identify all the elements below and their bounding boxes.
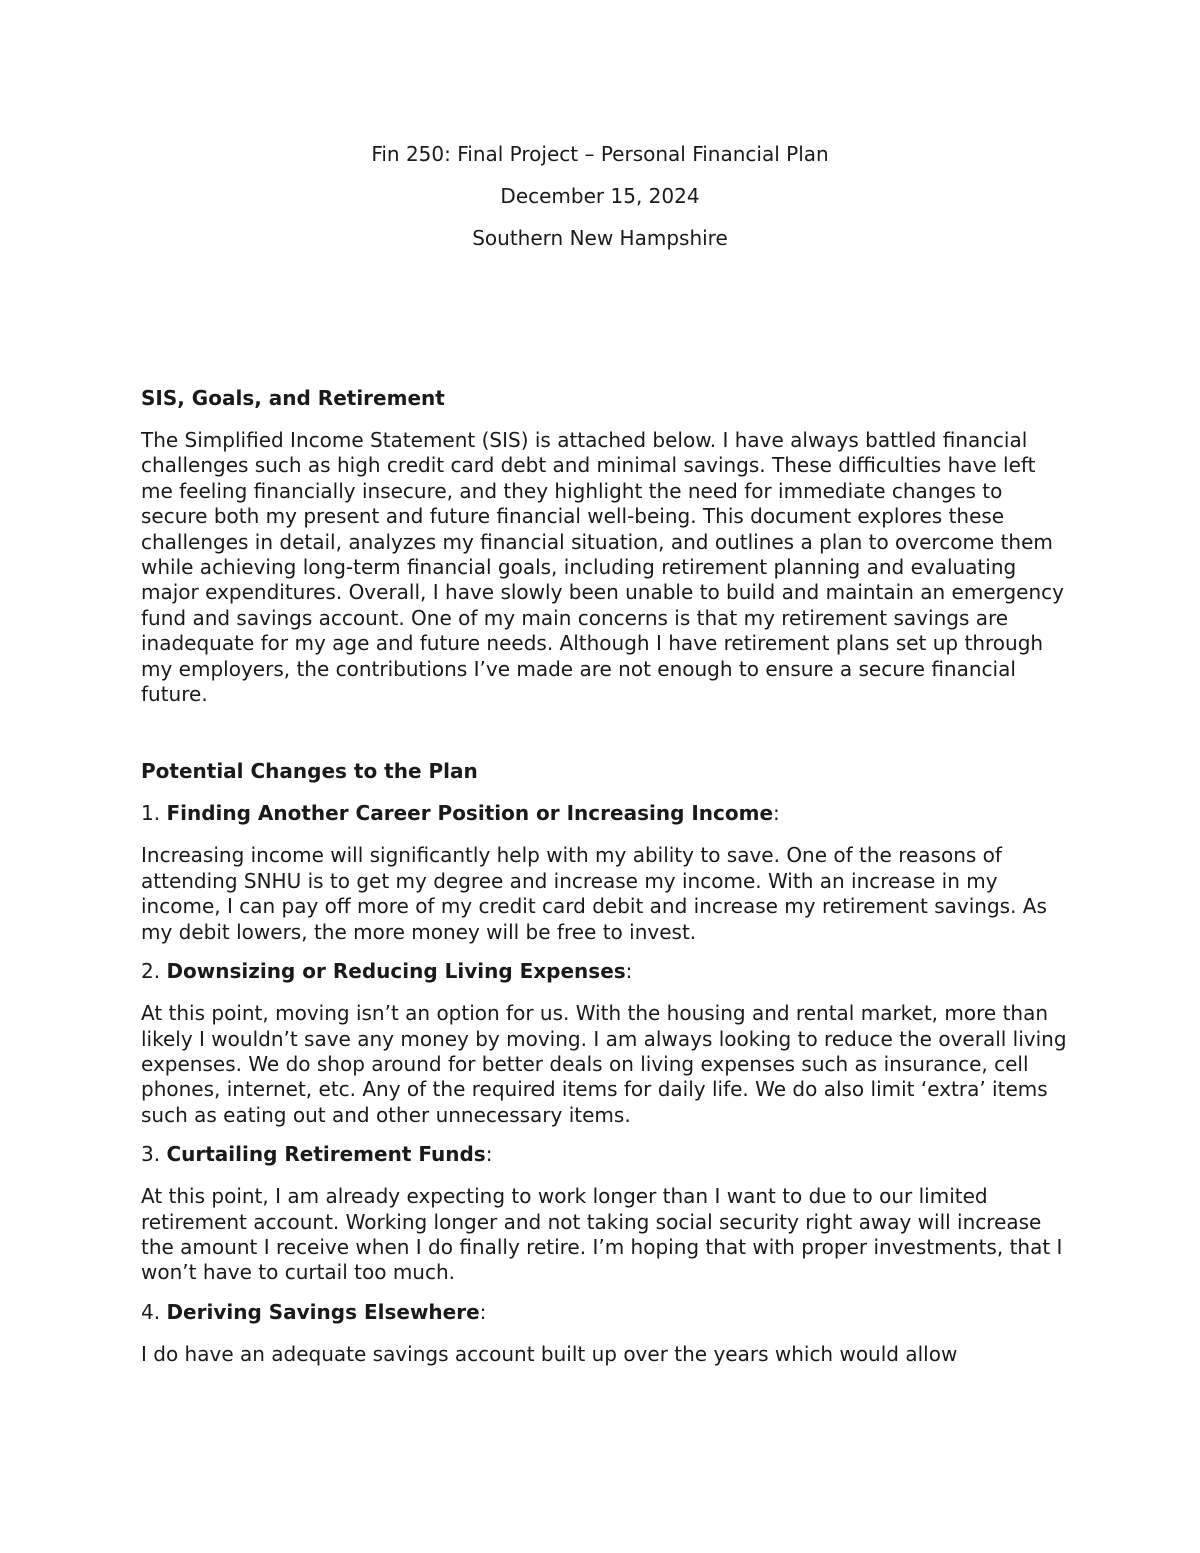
item-title: Downsizing or Reducing Living Expenses xyxy=(166,959,626,984)
item-number: 2. xyxy=(141,959,161,984)
item-number: 1. xyxy=(141,801,161,826)
item-colon: : xyxy=(773,801,780,826)
item-heading-1 xyxy=(141,801,1071,829)
item-colon: : xyxy=(625,959,633,984)
section-heading-potential-changes: Potential Changes to the Plan xyxy=(141,759,478,784)
item-title: Deriving Savings Elsewhere xyxy=(166,1299,480,1324)
item-heading-2 xyxy=(141,959,1071,987)
item-body-4: I do have an adequate savings account built up over the years which would allow xyxy=(141,1341,958,1366)
document-date: December 15, 2024 xyxy=(500,184,700,208)
document-body xyxy=(141,386,1071,1367)
section-heading-sis-goals-retirement: SIS, Goals, and Retirement xyxy=(141,386,445,410)
item-body-3: At this point, I am already expecting to work longer than I want to due to our limited retirement account. Working longer and not taking social security right away will increase the amount I receive when I do finally retire. I’m hoping that with proper investments, that I won’t have to curtail too much. xyxy=(141,1184,1063,1285)
item-number: 4. xyxy=(141,1299,161,1324)
item-title: Curtailing Retirement Funds xyxy=(166,1142,486,1167)
course-title: Fin 250: Final Project – Personal Financial Plan xyxy=(371,142,829,166)
title-block xyxy=(0,140,1200,266)
item-body-2: At this point, moving isn’t an option for us. With the housing and rental market, more than likely I wouldn’t save any money by moving. I am always looking to reduce the overall living expenses. We do shop around for better deals on living expenses such as insurance, cell phones, internet, etc. Any of the required items for daily life. We do also limit ‘extra’ items such as eating out and other unnecessary items. xyxy=(141,1001,1067,1127)
item-heading-4 xyxy=(141,1300,1071,1328)
item-title: Finding Another Career Position or Increasing Income xyxy=(166,801,774,826)
item-colon: : xyxy=(485,1142,493,1167)
item-number: 3. xyxy=(141,1142,161,1167)
item-body-1: Increasing income will significantly help with my ability to save. One of the reasons of attending SNHU is to get my degree and increase my income. With an increase in my income, I can pay off more of my credit card debit and increase my retirement savings. As my debit lowers, the more money will be free to invest. xyxy=(141,843,1047,944)
sis-paragraph: The Simplified Income Statement (SIS) is attached below. I have always battled financial challenges such as high credit card debt and minimal savings. These difficulties have left me feeling financially insecure, and they highlight the need for immediate changes to secure both my present and future financial well-being. This document explores these challenges in detail, analyzes my financial situation, and outlines a plan to overcome them while achieving long-term financial goals, including retirement planning and evaluating major expenditures. Overall, I have slowly been unable to build and maintain an emergency fund and savings account. One of my main concerns is that my retirement savings are inadequate for my age and future needs. Although I have retirement plans set up through my employers, the contributions I’ve made are not enough to ensure a secure financial future. xyxy=(141,428,1064,707)
institution-name: Southern New Hampshire xyxy=(472,226,728,250)
item-heading-3 xyxy=(141,1142,1071,1170)
item-colon: : xyxy=(479,1299,487,1324)
